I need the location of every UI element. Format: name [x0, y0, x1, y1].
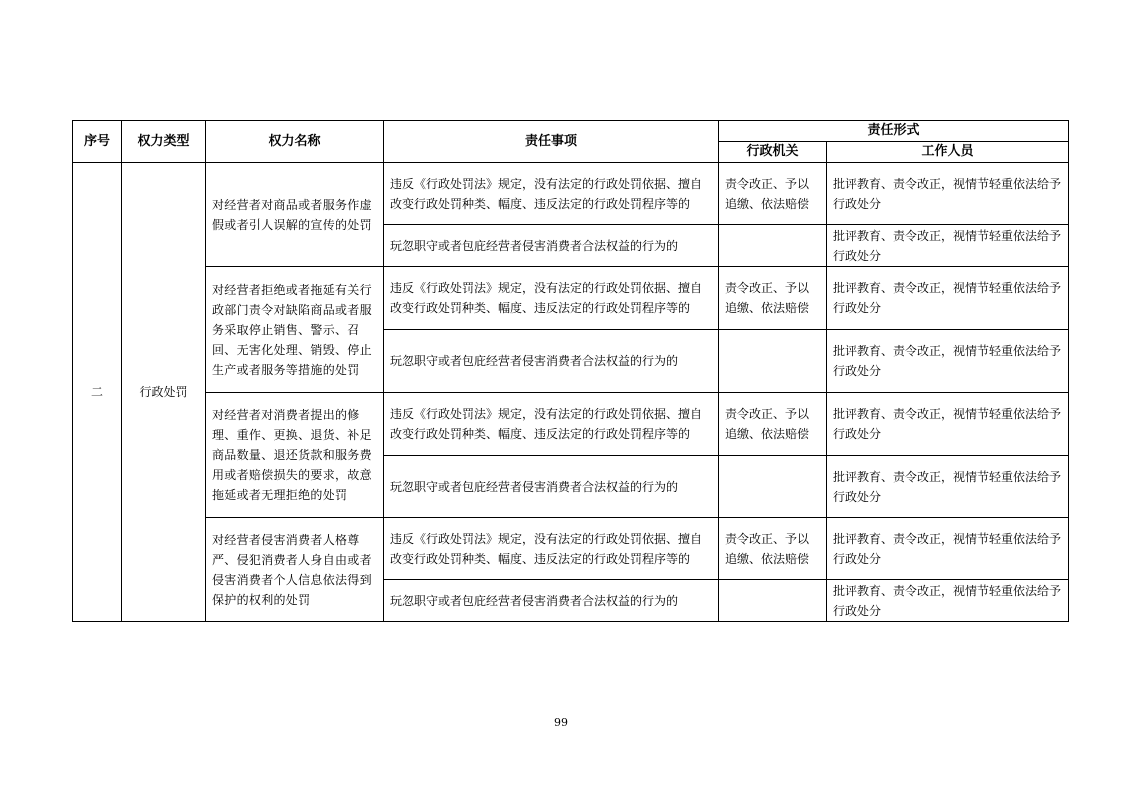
staff-cell: 批评教育、责令改正，视情节轻重依法给予行政处分 — [827, 267, 1069, 330]
power-type-cell: 行政处罚 — [122, 163, 206, 622]
organ-cell: 责令改正、予以追缴、依法赔偿 — [719, 267, 827, 330]
responsibility-table — [72, 120, 1069, 622]
staff-cell: 批评教育、责令改正，视情节轻重依法给予行政处分 — [827, 393, 1069, 456]
header-power-type: 权力类型 — [122, 121, 206, 163]
matter-cell: 违反《行政处罚法》规定，没有法定的行政处罚依据、擅自改变行政处罚种类、幅度、违反法定的行政处罚程序等的 — [384, 518, 719, 580]
header-seq: 序号 — [73, 121, 122, 163]
matter-cell: 违反《行政处罚法》规定，没有法定的行政处罚依据、擅自改变行政处罚种类、幅度、违反法定的行政处罚程序等的 — [384, 393, 719, 456]
header-power-name: 权力名称 — [206, 121, 384, 163]
power-name-cell: 对经营者对商品或者服务作虚假或者引人误解的宣传的处罚 — [206, 163, 384, 267]
organ-cell: 责令改正、予以追缴、依法赔偿 — [719, 393, 827, 456]
matter-cell: 违反《行政处罚法》规定，没有法定的行政处罚依据、擅自改变行政处罚种类、幅度、违反法定的行政处罚程序等的 — [384, 267, 719, 330]
staff-cell: 批评教育、责令改正，视情节轻重依法给予行政处分 — [827, 456, 1069, 518]
organ-cell: 责令改正、予以追缴、依法赔偿 — [719, 518, 827, 580]
organ-cell — [719, 456, 827, 518]
matter-cell: 玩忽职守或者包庇经营者侵害消费者合法权益的行为的 — [384, 330, 719, 393]
power-name-cell: 对经营者对消费者提出的修理、重作、更换、退货、补足商品数量、退还货款和服务费用或者赔偿损失的要求，故意拖延或者无理拒绝的处罚 — [206, 393, 384, 518]
staff-cell: 批评教育、责令改正，视情节轻重依法给予行政处分 — [827, 580, 1069, 622]
organ-cell — [719, 330, 827, 393]
table-row — [73, 393, 1069, 456]
table-row — [73, 267, 1069, 330]
organ-cell — [719, 225, 827, 267]
matter-cell: 玩忽职守或者包庇经营者侵害消费者合法权益的行为的 — [384, 456, 719, 518]
power-name-cell: 对经营者拒绝或者拖延有关行政部门责令对缺陷商品或者服务采取停止销售、警示、召回、无害化处理、销毁、停止生产或者服务等措施的处罚 — [206, 267, 384, 393]
organ-cell: 责令改正、予以追缴、依法赔偿 — [719, 163, 827, 225]
staff-cell: 批评教育、责令改正，视情节轻重依法给予行政处分 — [827, 163, 1069, 225]
header-admin-organ: 行政机关 — [719, 142, 827, 163]
matter-cell: 违反《行政处罚法》规定，没有法定的行政处罚依据、擅自改变行政处罚种类、幅度、违反法定的行政处罚程序等的 — [384, 163, 719, 225]
staff-cell: 批评教育、责令改正，视情节轻重依法给予行政处分 — [827, 330, 1069, 393]
power-name-cell: 对经营者侵害消费者人格尊严、侵犯消费者人身自由或者侵害消费者个人信息依法得到保护的权利的处罚 — [206, 518, 384, 622]
organ-cell — [719, 580, 827, 622]
seq-cell: 二 — [73, 163, 122, 622]
table-row — [73, 163, 1069, 225]
matter-cell: 玩忽职守或者包庇经营者侵害消费者合法权益的行为的 — [384, 225, 719, 267]
matter-cell: 玩忽职守或者包庇经营者侵害消费者合法权益的行为的 — [384, 580, 719, 622]
staff-cell: 批评教育、责令改正，视情节轻重依法给予行政处分 — [827, 518, 1069, 580]
page-number: 99 — [554, 716, 568, 729]
header-staff: 工作人员 — [827, 142, 1069, 163]
header-responsibility-matters: 责任事项 — [384, 121, 719, 163]
staff-cell: 批评教育、责令改正，视情节轻重依法给予行政处分 — [827, 225, 1069, 267]
table-row — [73, 518, 1069, 580]
header-responsibility-form: 责任形式 — [719, 121, 1069, 142]
